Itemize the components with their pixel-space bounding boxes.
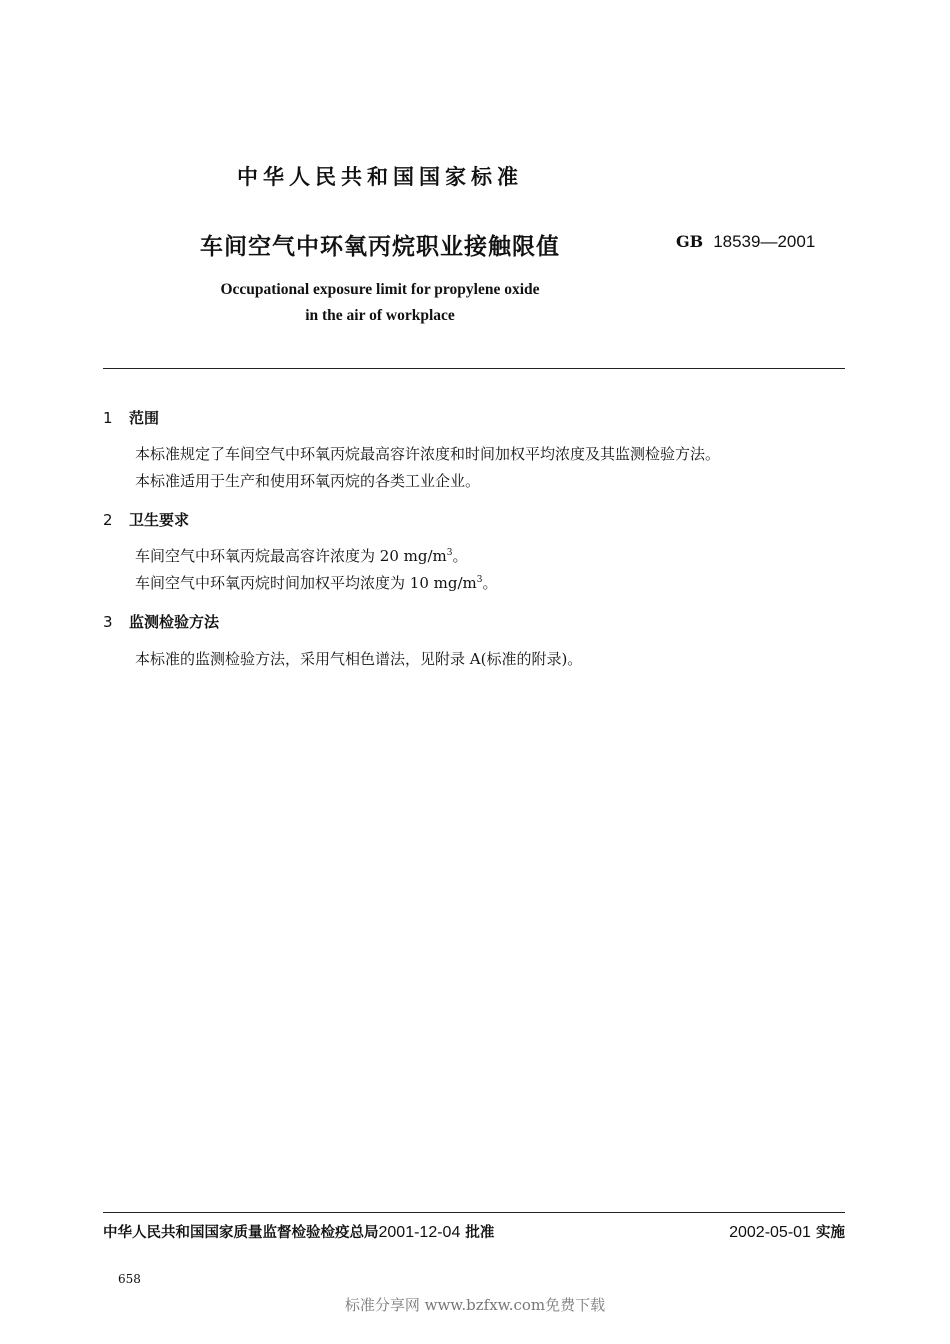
standard-code [676,232,815,252]
section-3-title: 监测检验方法 [129,613,220,631]
mac-value: 20 [379,547,399,565]
document-title-en [0,277,760,329]
section-3-paragraph-1: 本标准的监测检验方法，采用气相色谱法，见附录 A(标准的附录)。 [135,650,583,668]
section-1-paragraph-2: 本标准适用于生产和使用环氧丙烷的各类工业企业。 [135,472,481,490]
footer-implementation [729,1221,845,1242]
section-3-number: 3 [103,613,113,631]
document-title-cn: 车间空气中环氧丙烷职业接触限值 [200,234,560,260]
section-1-paragraph-1: 本标准规定了车间空气中环氧丙烷最高容许浓度和时间加权平均浓度及其监测检验方法。 [135,445,721,463]
mac-unit: mg/m [403,547,447,565]
section-1-heading [103,407,159,428]
approve-date: 2001-12-04 [378,1224,461,1241]
mac-end: 。 [452,547,468,565]
mac-unit-sup: 3 [446,548,453,558]
footer-divider [103,1212,845,1213]
section-2-heading [103,509,189,530]
twa-end: 。 [482,574,498,592]
standard-code-number: 18539—2001 [713,232,816,251]
section-1-number: 1 [103,409,113,427]
section-2-title: 卫生要求 [129,511,190,529]
mac-text: 车间空气中环氧丙烷最高容许浓度为 [135,547,376,565]
approve-label: 批准 [465,1225,495,1241]
section-2-paragraph-1 [135,545,468,566]
footer-approval [103,1221,494,1242]
national-standard-label: 中华人民共和国国家标准 [237,165,523,189]
section-2-paragraph-2 [135,572,498,593]
implement-label: 实施 [816,1225,845,1241]
twa-text: 车间空气中环氧丙烷时间加权平均浓度为 [135,574,406,592]
title-en-line1: Occupational exposure limit for propylene oxide [220,281,540,298]
implement-date: 2002-05-01 [729,1224,811,1241]
section-3-heading [103,611,219,632]
twa-unit: mg/m [433,574,477,592]
twa-value: 10 [409,574,429,592]
issuer-name: 中华人民共和国国家质量监督检验检疫总局 [103,1225,379,1241]
title-en-line2: in the air of workplace [305,307,455,324]
section-1-title: 范围 [129,409,160,427]
watermark-text: 标准分享网 www.bzfxw.com免费下载 [344,1296,606,1314]
standard-code-prefix: GB [676,232,704,251]
section-2-number: 2 [103,511,113,529]
page-number: 658 [118,1272,141,1286]
header-divider [103,368,845,369]
twa-unit-sup: 3 [476,575,483,585]
